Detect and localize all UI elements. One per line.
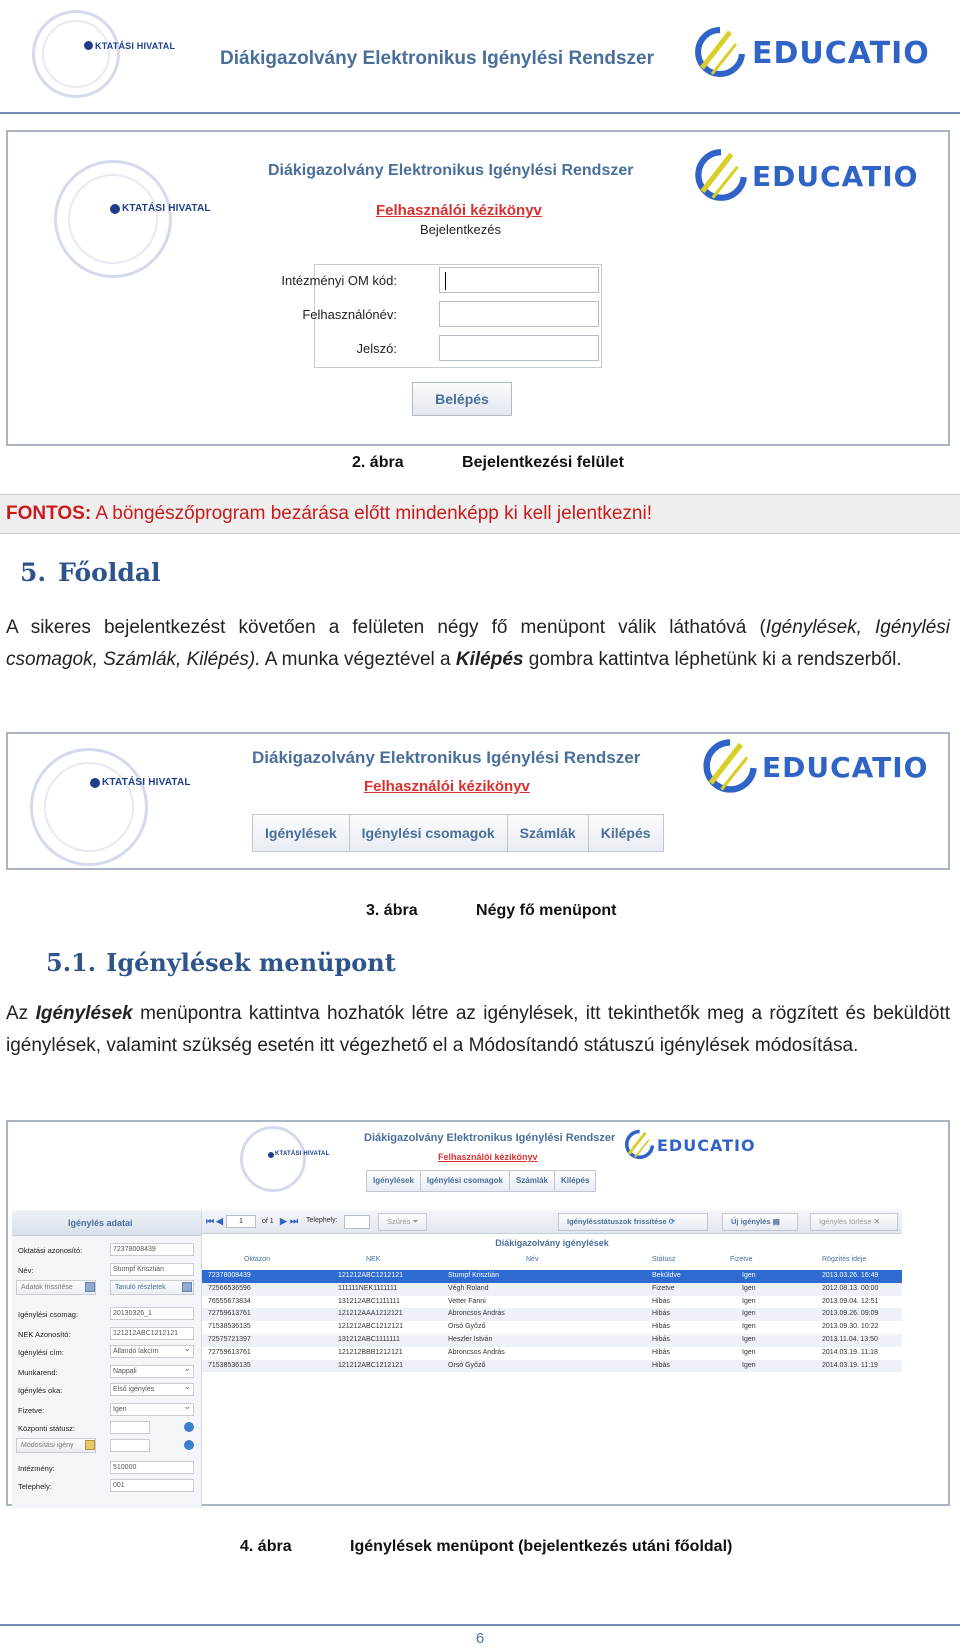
table-cell: Hibás (652, 1310, 670, 1318)
igenylesi-csomag-field[interactable]: 20130326_1 (110, 1307, 194, 1320)
username-input[interactable] (439, 301, 599, 327)
menu-kilepes[interactable]: Kilépés (560, 1176, 590, 1185)
field-label: Igénylési cím: (18, 1348, 64, 1357)
para-text: menüpontra kattintva hozhatók létre az igénylések, itt tekinthetők meg a rögzített és beküldött igénylések, valamint szükség esetén itt végezhető el a Módosítandó státuszú igénylések módosítása. (6, 1003, 950, 1056)
table-cell: Igen (742, 1361, 756, 1369)
field-row (12, 1364, 202, 1380)
table-row[interactable] (202, 1296, 902, 1309)
field-label: Név: (18, 1266, 34, 1275)
table-cell: Igen (742, 1272, 756, 1279)
funnel-icon: ⏷ (412, 1217, 419, 1226)
notice-label: FONTOS: (6, 503, 92, 524)
button-row (12, 1280, 202, 1296)
column-header[interactable]: Oktazon (244, 1256, 271, 1263)
caption-text: Bejelentkezési felület (462, 454, 624, 471)
table-cell: 2013.03.26. 16:49 (822, 1272, 879, 1279)
column-header[interactable]: NEK (366, 1256, 381, 1263)
modositasi-igeny-button[interactable]: Módosítási igény (16, 1438, 96, 1453)
field-label: NEK Azonosító: (18, 1330, 71, 1339)
caption-text: Négy fő menüpont (476, 902, 617, 919)
column-header[interactable]: Fizetve (730, 1256, 753, 1263)
table-cell: 72378008439 (208, 1272, 251, 1279)
table-cell: Abroncsos András (448, 1310, 505, 1318)
field-row (12, 1420, 202, 1436)
main-menu (252, 814, 664, 852)
table-cell: Igen (742, 1348, 756, 1356)
menu-szamlak[interactable]: Számlák (510, 1171, 555, 1191)
column-header[interactable]: Státusz (652, 1256, 676, 1263)
om-code-input[interactable] (439, 267, 599, 293)
field-row (12, 1438, 202, 1454)
login-button[interactable]: Belépés (412, 382, 512, 416)
table-cell: Beküldve (652, 1272, 681, 1279)
first-page-icon[interactable]: ⏮ (206, 1216, 215, 1226)
menu-igenylesi-csomagok[interactable]: Igénylési csomagok (350, 815, 508, 851)
table-cell: Hibás (652, 1323, 670, 1331)
caption-number: 3. ábra (366, 902, 418, 919)
table-cell: Fizetve (652, 1284, 675, 1292)
table-cell: 72575721397 (208, 1335, 251, 1343)
table-cell: 2013.09.26. 09:09 (822, 1310, 879, 1318)
filter-button[interactable] (378, 1213, 427, 1231)
field-label: Munkarend: (18, 1368, 58, 1377)
document-icon: ▤ (772, 1217, 780, 1226)
fizetve-select[interactable]: Igen ⌄ (110, 1403, 194, 1416)
educatio-symbol-icon (698, 736, 760, 798)
educatio-symbol-icon (690, 146, 750, 206)
table-cell: 2014.03.19. 11:19 (822, 1361, 878, 1369)
caption-number: 4. ábra (240, 1538, 292, 1555)
field-label: Központi státusz: (18, 1424, 76, 1433)
intezmeny-field[interactable]: 510000 (110, 1461, 194, 1474)
table-cell: 2013.09.30. 10:22 (822, 1323, 879, 1331)
username-label: Felhasználónév: (302, 307, 397, 322)
oktatasi-azonosito-field[interactable]: 72378008439 (110, 1243, 194, 1256)
table-cell: Heszler István (448, 1335, 493, 1343)
table-row[interactable] (202, 1360, 902, 1373)
table-cell: Hibás (652, 1348, 670, 1356)
section-number: 5. (20, 558, 47, 587)
section-5-1-paragraph (6, 998, 950, 1062)
table-cell: 121212ABC1212121 (338, 1361, 404, 1369)
om-code-label: Intézményi OM kód: (281, 273, 397, 288)
refresh-icon (85, 1282, 95, 1292)
menu-igenylesek[interactable]: Igénylések (253, 815, 350, 851)
page-count: of 1 (262, 1218, 274, 1225)
screen-app-title: Diákigazolvány Elektronikus Igénylési Rendszer (364, 1132, 616, 1144)
panel-title: Igénylés adatai (12, 1210, 201, 1236)
last-page-icon[interactable]: ⏭ (290, 1216, 299, 1226)
prev-page-icon[interactable]: ◀ (216, 1216, 223, 1226)
column-header[interactable]: Név (526, 1256, 539, 1263)
main-menu (366, 1170, 596, 1192)
request-details-panel (12, 1210, 202, 1508)
para-emphasis: Igénylések, Igénylési csomagok, Számlák, Kilépés). (6, 617, 950, 670)
table-row[interactable] (202, 1321, 902, 1334)
new-request-label: Új igénylés (731, 1217, 771, 1226)
munkarend-select[interactable]: Nappali ⌄ (110, 1365, 194, 1378)
field-row (12, 1262, 202, 1278)
user-manual-link[interactable]: Felhasználói kézikönyv (438, 1152, 538, 1162)
table-cell: Abroncsos András (448, 1348, 505, 1356)
table-cell: Orsó Győző (448, 1323, 486, 1331)
table-row[interactable] (202, 1308, 902, 1321)
edit-icon (85, 1440, 95, 1450)
details-icon (182, 1282, 192, 1292)
menu-igenylesi-csomagok[interactable]: Igénylési csomagok (421, 1171, 510, 1191)
table-cell: 2013.11.04. 13:50 (822, 1335, 878, 1343)
password-input[interactable] (439, 335, 599, 361)
table-cell: Igen (742, 1323, 756, 1331)
page-number: 6 (475, 1630, 485, 1647)
field-row (12, 1460, 202, 1476)
field-row (12, 1402, 202, 1418)
table-cell: 131212ABC1111111 (338, 1335, 400, 1343)
menu-szamlak[interactable]: Számlák (508, 815, 589, 851)
figure-2-caption (352, 454, 624, 472)
table-cell: Hibás (652, 1361, 670, 1369)
table-cell: Hibás (652, 1335, 670, 1343)
table-cell: 131212ABC1111111 (338, 1297, 400, 1305)
section-number: 5.1. (46, 948, 97, 977)
info-icon[interactable] (184, 1440, 194, 1450)
password-label: Jelszó: (356, 341, 397, 356)
section-5-heading (20, 558, 161, 587)
table-cell: 71538536135 (208, 1323, 251, 1331)
page-header (0, 0, 960, 114)
kozponti-statusz-field[interactable] (110, 1421, 150, 1434)
educatio-symbol-icon (622, 1128, 656, 1162)
section-5-paragraph (6, 612, 950, 676)
delete-request-label: Igénylés törlése (819, 1217, 872, 1226)
table-cell: Stumpf Krisztián (448, 1272, 499, 1279)
refresh-status-button[interactable] (558, 1213, 708, 1231)
oktatasi-hivatal-logo: KTATÁSI HIVATAL (48, 144, 218, 274)
login-subtitle: Bejelentkezés (420, 222, 501, 237)
figure-requests-screen (6, 1120, 950, 1506)
para-text: A sikeres bejelentkezést követően a felületen négy fő menüpont válik láthatóvá ( (6, 617, 766, 638)
telephely-filter-input[interactable] (344, 1215, 370, 1229)
table-cell: 72566536596 (208, 1284, 251, 1292)
field-row (12, 1306, 202, 1322)
oktatasi-hivatal-logo: KTATÁSI HIVATAL (28, 4, 188, 104)
educatio-logo (690, 24, 960, 82)
page-header-title: Diákigazolvány Elektronikus Igénylési Rendszer (220, 48, 654, 69)
field-label: Fizetve: (18, 1406, 45, 1415)
table-cell: Igen (742, 1284, 756, 1292)
educatio-logo: EDUCATIO (698, 736, 928, 798)
section-title: Igénylések menüpont (106, 948, 396, 977)
field-label: Intézmény: (18, 1464, 55, 1473)
nev-field[interactable]: Stumpf Krisztián (110, 1263, 194, 1276)
figure-main-menu (6, 732, 950, 870)
table-cell: 72759613761 (208, 1348, 251, 1356)
table-cell: 121212ABC1212121 (338, 1272, 404, 1279)
login-app-title: Diákigazolvány Elektronikus Igénylési Rendszer (268, 162, 634, 179)
telephely-filter-label: Telephely: (306, 1217, 338, 1224)
para-text: A munka végeztével a (260, 649, 456, 670)
refresh-status-label: Igénylésstátuszok frissítése (567, 1217, 667, 1226)
table-cell: 121212AAA1212121 (338, 1310, 403, 1318)
field-row (12, 1242, 202, 1258)
close-icon: ✕ (873, 1217, 880, 1226)
educatio-logo: EDUCATIO (690, 146, 918, 206)
figure-4-caption (240, 1538, 732, 1556)
filter-label: Szűrés (387, 1217, 411, 1226)
igenylesi-cim-select[interactable]: Állandó lakcím ⌄ (110, 1345, 194, 1358)
table-cell: Vetter Fanni (448, 1297, 486, 1305)
menu-kilepes[interactable]: Kilépés (600, 825, 651, 841)
grid-title: Diákigazolvány igénylések (495, 1238, 609, 1248)
table-cell: Igen (742, 1297, 756, 1305)
figure-login (6, 130, 950, 446)
table-row[interactable] (202, 1283, 902, 1296)
menu-app-title: Diákigazolvány Elektronikus Igénylési Rendszer (252, 748, 641, 767)
telephely-field[interactable]: 001 (110, 1479, 194, 1492)
table-cell: 76555673834 (208, 1297, 251, 1305)
table-cell: 2014.03.19. 11:18 (822, 1348, 878, 1356)
login-form (281, 264, 602, 368)
field-label: Telephely: (18, 1482, 52, 1491)
caption-text: Igénylések menüpont (bejelentkezés utáni főoldal) (350, 1538, 733, 1555)
user-manual-link[interactable]: Felhasználói kézikönyv (376, 202, 542, 219)
nek-azonosito-field[interactable]: 121212ABC1212121 (110, 1327, 194, 1340)
educatio-symbol-icon (690, 24, 748, 82)
table-cell: 2013.09.04. 12:51 (822, 1297, 879, 1305)
table-row[interactable] (202, 1334, 902, 1347)
refresh-icon: ⟳ (668, 1217, 676, 1226)
notice-text: A böngészőprogram bezárása előtt mindenképp ki kell jelentkezni! (91, 503, 652, 524)
om-code-row (281, 267, 603, 297)
field-row (12, 1326, 202, 1342)
adatok-frissitese-button[interactable]: Adatok frissítése (16, 1280, 96, 1295)
username-row (302, 301, 603, 331)
figure-3-caption (366, 902, 616, 920)
educatio-wordmark: EDUCATIO (752, 35, 930, 71)
table-cell: 72759613761 (208, 1310, 251, 1318)
table-cell: Végh Roland (448, 1284, 489, 1292)
requests-table (202, 1270, 902, 1372)
table-cell: Igen (742, 1310, 756, 1318)
caption-number: 2. ábra (352, 454, 404, 471)
field-label: Oktatási azonosító: (18, 1246, 83, 1255)
important-notice (0, 494, 960, 534)
table-cell: 2012.08.13. 00:00 (822, 1284, 879, 1292)
table-cell: 121212ABC1212121 (338, 1323, 404, 1331)
table-row[interactable] (202, 1270, 902, 1283)
table-row[interactable] (202, 1347, 902, 1360)
table-cell: 111111NEK1111111 (338, 1284, 398, 1292)
table-cell: Igen (742, 1335, 756, 1343)
field-label: Igénylés oka: (18, 1386, 63, 1395)
section-5-1-heading (46, 948, 396, 977)
field-row (12, 1382, 202, 1398)
table-cell: 71538536135 (208, 1361, 251, 1369)
oktatasi-hivatal-logo: KTATÁSI HIVATAL (22, 734, 212, 866)
table-cell: Orsó Győző (448, 1361, 486, 1369)
page-number-input[interactable]: 1 (226, 1215, 256, 1228)
next-page-icon[interactable]: ▶ (280, 1216, 287, 1226)
para-bold: Kilépés (455, 649, 524, 670)
para-text: gombra kattintva léphetünk ki a rendszerből. (523, 649, 902, 670)
educatio-logo: EDUCATIO (622, 1128, 756, 1162)
modositasi-field[interactable] (110, 1439, 150, 1452)
column-header[interactable]: Rögzítés ideje (822, 1256, 867, 1263)
section-title: Főoldal (58, 558, 161, 587)
table-cell: 121212BBB1212121 (338, 1348, 403, 1356)
grid-toolbar (202, 1210, 902, 1234)
grid-header (202, 1254, 902, 1268)
info-icon[interactable] (184, 1422, 194, 1432)
field-label: Igénylési csomag: (18, 1310, 79, 1319)
new-request-button[interactable] (722, 1213, 798, 1231)
menu-igenylesek[interactable]: Igénylések (367, 1171, 421, 1191)
delete-request-button[interactable] (810, 1213, 898, 1231)
field-row (12, 1478, 202, 1494)
footer-divider (0, 1624, 960, 1626)
field-row (12, 1344, 202, 1360)
igenyles-oka-select[interactable]: Első igénylés ⌄ (110, 1383, 194, 1396)
table-cell: Hibás (652, 1297, 670, 1305)
oktatasi-hivatal-logo: KTATÁSI HIVATAL (228, 1122, 358, 1202)
user-manual-link[interactable]: Felhasználói kézikönyv (364, 778, 530, 795)
tanulo-reszletek-button[interactable]: Tanuló részletek (110, 1280, 194, 1295)
password-row (315, 335, 603, 365)
para-bold: Igénylések (35, 1003, 133, 1024)
para-text: Az (6, 1003, 36, 1024)
